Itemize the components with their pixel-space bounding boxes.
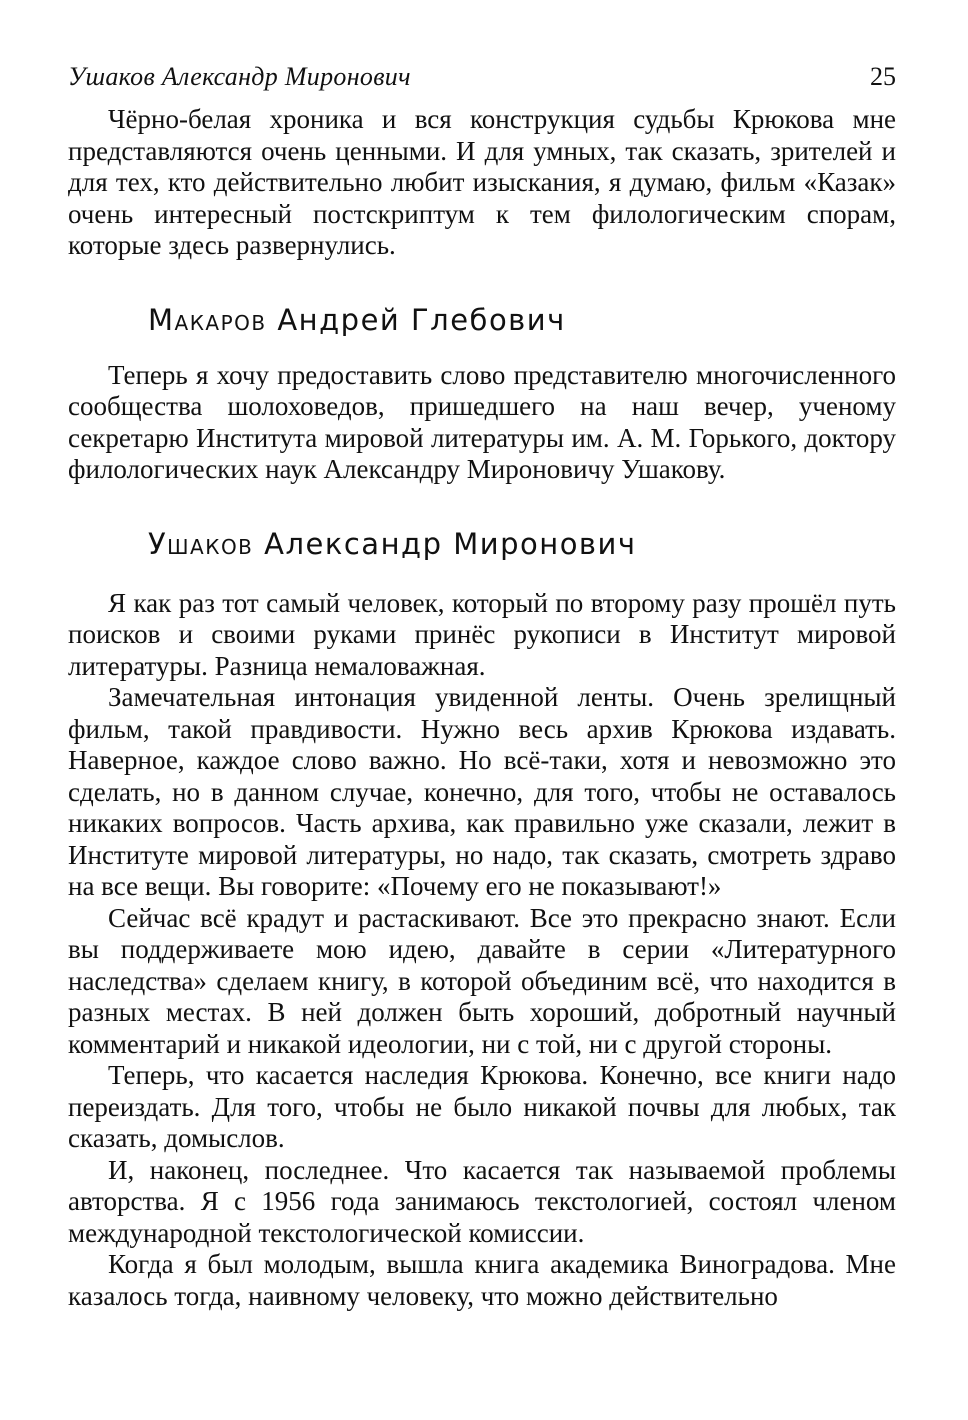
paragraph: Я как раз тот самый человек, который по второму разу прошёл путь поисков и своими руками принёс рукописи в Институт мировой литературы. Разница немаловажная.: [68, 587, 896, 681]
speaker-given-name: Андрей Глебович: [277, 302, 566, 337]
running-head: [68, 62, 896, 92]
running-head-title: Ушаков Александр Миронович: [68, 62, 411, 91]
paragraph: Замечательная интонация увиденной ленты. Очень зрелищный фильм, такой правдивости. Нужно весь архив Крюкова издавать. Наверное, каждое слово важно. Но всё-таки, хотя и невозможно это сделать, но в данном случае, конечно, для того, чтобы не оставалось никаких вопросов. Часть архива, как правильно уже сказали, лежит в Институте мировой литературы, но надо, так сказать, смотреть здраво на все вещи. Вы говорите: «Почему его не показывают!»: [68, 682, 896, 901]
paragraph: Когда я был молодым, вышла книга академика Виноградова. Мне казалось тогда, наивному человеку, что можно действительно: [68, 1249, 896, 1311]
speaker-surname: Макаров: [148, 302, 267, 337]
speaker-given-name: Александр Миронович: [264, 526, 637, 561]
page-number: 25: [870, 62, 896, 91]
paragraph: Теперь, что касается наследия Крюкова. Конечно, все книги надо переиздать. Для того, чтобы не было никакой почвы для любых, так сказать, домыслов.: [68, 1060, 896, 1153]
speaker-1-text: [68, 360, 896, 486]
paragraph: Чёрно-белая хроника и вся конструкция судьбы Крюкова мне представляются очень ценными. И для умных, так сказать, зрителей и для тех, кто действительно любит изыскания, я думаю, фильм «Казак» очень интересный постскриптум к тем филологическим спорам, которые здесь развернулись.: [68, 104, 896, 260]
book-page: [68, 62, 896, 1312]
speaker-heading-makarov: [68, 302, 896, 338]
paragraph: И, наконец, последнее. Что касается так называемой проблемы авторства. Я с 1956 года занимаюсь текстологией, состоял членом международной текстологической комиссии.: [68, 1154, 896, 1248]
speaker-surname: Ушаков: [148, 526, 254, 561]
speaker-2-text: [68, 588, 896, 1313]
intro-text: [68, 104, 896, 262]
paragraph: Теперь я хочу предоставить слово представителю многочисленного сообщества шолоховедов, пришедшего на наш вечер, ученому секретарю Института мировой литературы им. А. М. Горького, доктору филологических наук Александру Мироновичу Ушакову.: [68, 359, 896, 484]
speaker-heading-ushakov: [68, 526, 896, 562]
paragraph: Сейчас всё крадут и растаскивают. Все это прекрасно знают. Если вы поддерживаете мою идею, давайте в серии «Литературного наследства» сделаем книгу, в которой объединим всё, что находится в разных местах. В ней должен быть хороший, добротный научный комментарий и никакой идеологии, ни с той, ни с другой стороны.: [68, 902, 896, 1059]
